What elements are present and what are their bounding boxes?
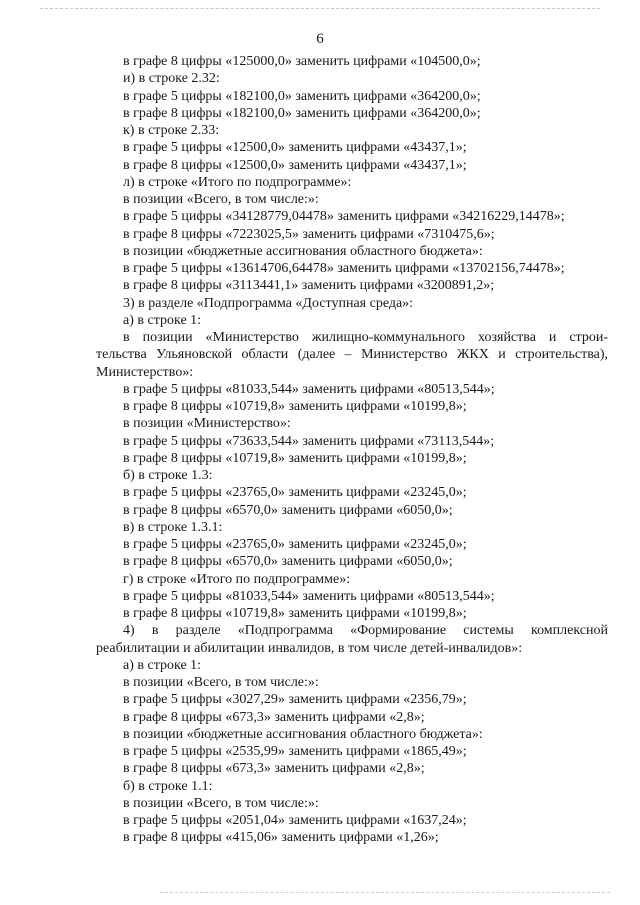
text-line: в графе 8 цифры «415,06» заменить цифрами «1,26»; <box>123 830 439 846</box>
text-line: в графе 5 цифры «2051,04» заменить цифрами «1637,24»; <box>123 813 467 828</box>
text-line: в графе 5 цифры «2535,99» заменить цифрами «1865,49»; <box>123 744 467 759</box>
document-body <box>96 53 608 847</box>
text-line: в позиции «Всего, в том числе:»: <box>123 795 319 811</box>
text-line: г) в строке «Итого по подпрограмме»: <box>123 571 351 587</box>
text-line: Министерство»: <box>96 364 194 380</box>
text-line: в графе 8 цифры «182100,0» заменить цифрами «364200,0»; <box>123 105 481 121</box>
text-line: в) в строке 1.3.1: <box>123 519 223 535</box>
text-line: в графе 8 цифры «7223025,5» заменить цифрами «7310475,6»; <box>123 226 495 242</box>
text-line: в графе 8 цифры «3113441,1» заменить цифрами «3200891,2»; <box>123 278 495 294</box>
text-line: в графе 5 цифры «23765,0» заменить цифрами «23245,0»; <box>123 485 467 501</box>
text-line: к) в строке 2.33: <box>123 123 220 138</box>
text-line: в графе 5 цифры «182100,0» заменить цифрами «364200,0»; <box>123 88 481 104</box>
text-line: а) в строке 1: <box>123 312 202 328</box>
text-line: в графе 8 цифры «125000,0» заменить цифрами «104500,0»; <box>123 54 481 69</box>
text-line: в позиции «Всего, в том числе:»: <box>123 192 319 207</box>
text-line: 3) в разделе «Подпрограмма «Доступная среда»: <box>123 295 414 311</box>
scan-edge-bottom <box>160 892 610 893</box>
text-line: в графе 5 цифры «81033,544» заменить цифрами «80513,544»; <box>123 588 495 604</box>
text-line: в графе 8 цифры «6570,0» заменить цифрами «6050,0»; <box>123 502 453 518</box>
text-line: л) в строке «Итого по подпрограмме»: <box>123 174 352 190</box>
text-line: в позиции «Всего, в том числе:»: <box>123 675 319 690</box>
text-line: тельства Ульяновской области (далее – Министерство ЖКХ и строительства), <box>96 347 608 363</box>
text-line: в графе 5 цифры «34128779,04478» заменить цифрами «34216229,14478»; <box>123 209 565 225</box>
text-line: в графе 8 цифры «10719,8» заменить цифрами «10199,8»; <box>123 606 467 621</box>
text-line: в графе 5 цифры «73633,544» заменить цифрами «73113,544»; <box>123 433 495 449</box>
text-line: в графе 5 цифры «81033,544» заменить цифрами «80513,544»; <box>123 381 495 397</box>
text-line: б) в строке 1.1: <box>123 778 213 794</box>
text-line: в позиции «бюджетные ассигнования областного бюджета»: <box>123 243 483 259</box>
text-line: б) в строке 1.3: <box>123 468 213 483</box>
text-line: в графе 5 цифры «12500,0» заменить цифрами «43437,1»; <box>123 140 467 156</box>
text-line: и) в строке 2.32: <box>123 71 220 87</box>
page-number: 6 <box>316 31 324 47</box>
text-line: в позиции «бюджетные ассигнования областного бюджета»: <box>123 726 483 742</box>
text-line: в графе 5 цифры «13614706,64478» заменить цифрами «13702156,74478»; <box>123 261 565 276</box>
text-line: реабилитации и абилитации инвалидов, в том числе детей-инвалидов»: <box>96 640 523 656</box>
text-line: в графе 5 цифры «3027,29» заменить цифрами «2356,79»; <box>123 692 467 708</box>
scan-edge-top <box>40 8 600 9</box>
text-line: в графе 8 цифры «673,3» заменить цифрами «2,8»; <box>123 709 425 725</box>
text-line: а) в строке 1: <box>123 657 202 673</box>
text-line: в графе 8 цифры «673,3» заменить цифрами «2,8»; <box>123 761 425 777</box>
text-line: в графе 8 цифры «10719,8» заменить цифрами «10199,8»; <box>123 399 467 414</box>
text-line: в позиции «Министерство жилищно-коммунального хозяйства и строи- <box>123 330 608 345</box>
text-line: в графе 5 цифры «23765,0» заменить цифрами «23245,0»; <box>123 537 467 552</box>
text-line: в графе 8 цифры «12500,0» заменить цифрами «43437,1»; <box>123 157 467 173</box>
text-line: в графе 8 цифры «10719,8» заменить цифрами «10199,8»; <box>123 450 467 466</box>
text-line: в позиции «Министерство»: <box>123 416 291 432</box>
text-line: в графе 8 цифры «6570,0» заменить цифрами «6050,0»; <box>123 554 453 570</box>
text-line: 4) в разделе «Подпрограмма «Формирование системы комплексной <box>123 623 608 639</box>
